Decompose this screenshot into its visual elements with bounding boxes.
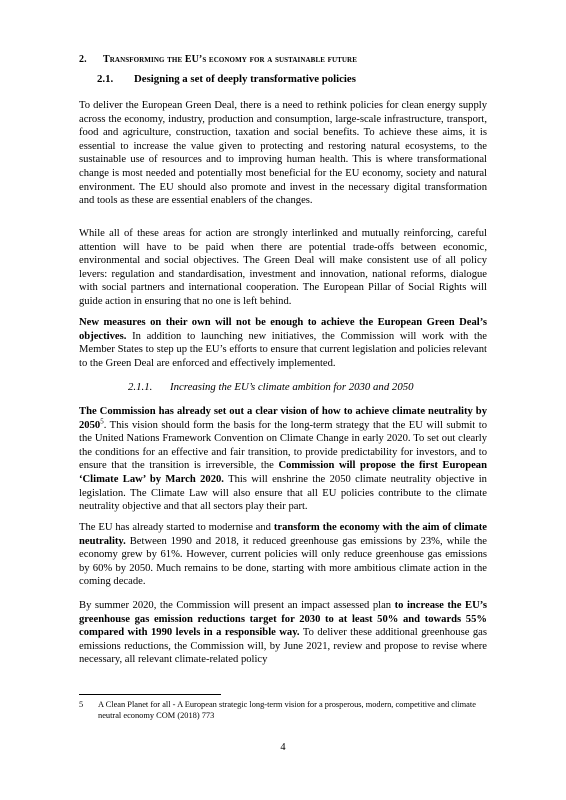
paragraph-text: By summer 2020, the Commission will present an impact assessed plan <box>79 600 395 611</box>
subsubsection-heading <box>128 381 414 395</box>
bold-text: to increase the EU’s greenhouse gas emission reductions target for 2030 to at least 50% and towards 55% compared with 1990 levels in a responsible way. <box>79 600 487 639</box>
paragraph-text: To deliver these additional greenhouse gas emissions reductions, the Commission will, by June 2021, review and propose to revise where necessary, all relevant climate-related policy <box>79 627 487 666</box>
paragraph <box>79 521 487 589</box>
paragraph <box>79 599 487 667</box>
footnote-divider <box>79 694 221 695</box>
footnote-text: A Clean Planet for all - A European strategic long-term vision for a prosperous, modern, competitive and climate neutral economy COM (2018) 773 <box>98 700 476 720</box>
footnote <box>79 700 487 721</box>
footnote-reference[interactable]: 5 <box>100 417 104 426</box>
subsection-number: 2.1. <box>97 73 114 85</box>
bold-text: The Commission has already set out a clear vision of how to achieve climate neutrality by 2050 <box>79 406 487 431</box>
page-number: 4 <box>280 742 286 753</box>
bold-text: Commission will propose the first European ‘Climate Law’ by March 2020. <box>79 460 487 485</box>
paragraph-text: This will enshrine the 2050 climate neutrality objective in legislation. The Climate Law will also ensure that all EU policies contribute to the climate neutrality objective and that all sectors play their part. <box>79 473 487 513</box>
section-number: 2. <box>79 54 87 65</box>
bold-text: transform the economy with the aim of climate neutrality. <box>79 522 487 547</box>
paragraph-text: The EU has already started to modernise and <box>79 522 274 533</box>
section-heading <box>79 53 357 67</box>
paragraph-text: Between 1990 and 2018, it reduced greenhouse gas emissions by 23%, while the economy grew by 61%. However, current policies will only reduce greenhouse gas emissions by 60% by 2050. Much remains to be done, starting with more ambitious climate action in the coming decade. <box>79 535 487 588</box>
subsubsection-number: 2.1.1. <box>128 381 153 393</box>
subsection-heading <box>97 73 356 87</box>
subsection-title: Designing a set of deeply transformative policies <box>134 73 356 85</box>
paragraph <box>79 316 487 370</box>
section-title: Transforming the EU’s economy for a sustainable future <box>103 54 357 65</box>
bold-text: New measures on their own will not be enough to achieve the European Green Deal’s objectives. <box>79 317 487 342</box>
footnote-number: 5 <box>79 700 84 709</box>
paragraph: While all of these areas for action are strongly interlinked and mutually reinforcing, careful attention will have to be paid when there are potential trade-offs between economic, environmental and social objectives. The Green Deal will make consistent use of all policy levers: regulation and standardisation, investment and innovation, national reforms, dialogue with social partners and international cooperation. The European Pillar of Social Rights will guide action in ensuring that no one is left behind. <box>79 228 487 307</box>
subsubsection-title: Increasing the EU’s climate ambition for 2030 and 2050 <box>170 381 414 393</box>
paragraph: To deliver the European Green Deal, there is a need to rethink policies for clean energy supply across the economy, industry, production and consumption, large-scale infrastructure, transport, food and agriculture, construction, taxation and social benefits. To achieve these aims, it is essential to increase the value given to protecting and restoring natural ecosystems, to the sustainable use of resources and to improving human health. This is where transformational change is most needed and potentially most beneficial for the EU economy, society and natural environment. The EU should also promote and invest in the necessary digital transformation and tools as these are essential enablers of the changes. <box>79 100 487 207</box>
paragraph <box>79 405 487 514</box>
paragraph-text: In addition to launching new initiatives, the Commission will work with the Member States to step up the EU’s efforts to ensure that current legislation and policies relevant to the Green Deal are enforced and effectively implemented. <box>79 330 487 369</box>
paragraph-text: . This vision should form the basis for the long-term strategy that the EU will submit to the United Nations Framework Convention on Climate Change in early 2020. To set out clearly the conditions for an effective and fair transition, to provide predictability for investors, and to ensure that the transition is irreversible, the <box>79 419 487 472</box>
